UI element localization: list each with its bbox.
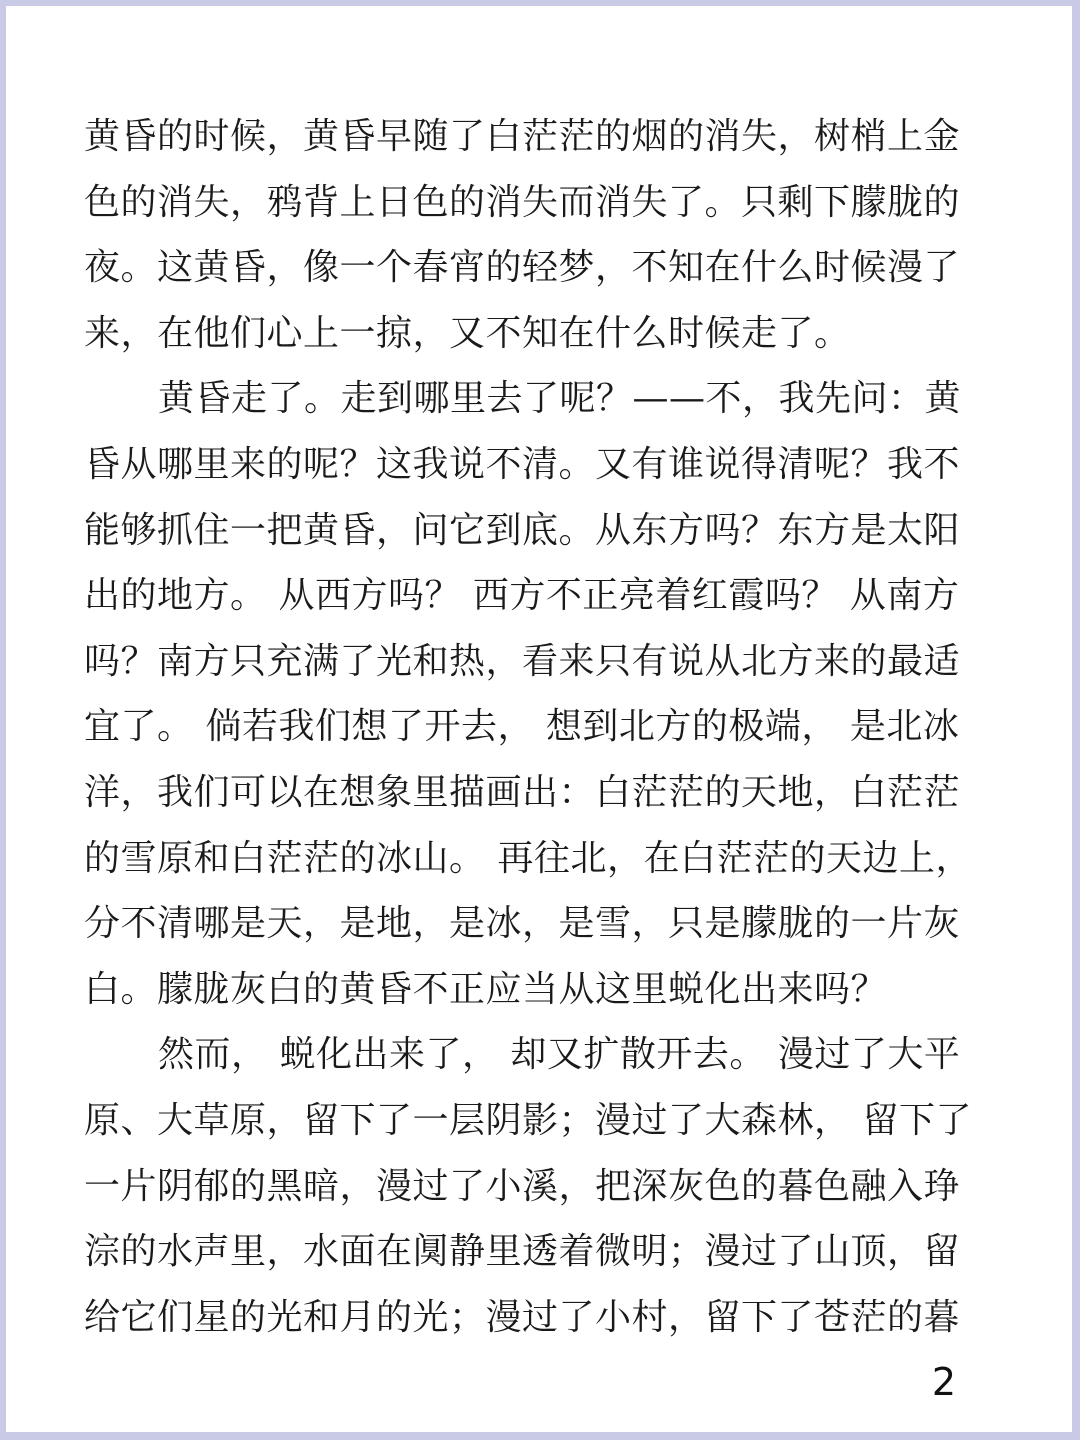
text-line: 原、大草原，留下了一层阴影；漫过了大森林， 留下了 bbox=[84, 1099, 972, 1141]
text-line: 白。朦胧灰白的黄昏不正应当从这里蜕化出来吗？ bbox=[84, 968, 888, 1010]
text-line: 给它们星的光和月的光；漫过了小村，留下了苍茫的暮 bbox=[84, 1296, 961, 1338]
text-line: 分不清哪是天，是地，是冰，是雪，只是朦胧的一片灰 bbox=[84, 903, 961, 945]
paragraph-first-line: 黄昏走了。走到哪里去了呢？——不，我先问：黄 bbox=[158, 378, 962, 420]
text-line: 的雪原和白茫茫的冰山。 再往北，在白茫茫的天边上， bbox=[84, 837, 972, 879]
page-number: 2 bbox=[931, 1360, 956, 1404]
text-line: 吗？南方只充满了光和热，看来只有说从北方来的最适 bbox=[84, 640, 961, 682]
text-line: 来，在他们心上一掠，又不知在什么时候走了。 bbox=[84, 312, 851, 354]
body-text bbox=[84, 104, 996, 1350]
text-line: 一片阴郁的黑暗，漫过了小溪，把深灰色的暮色融入琤 bbox=[84, 1165, 961, 1207]
text-line: 洋，我们可以在想象里描画出：白茫茫的天地，白茫茫 bbox=[84, 771, 961, 813]
text-line: 出的地方。 从西方吗？ 西方不正亮着红霞吗？ 从南方 bbox=[84, 575, 960, 617]
text-line: 色的消失，鸦背上日色的消失而消失了。只剩下朦胧的 bbox=[84, 181, 961, 223]
text-line: 宜了。 倘若我们想了开去， 想到北方的极端， 是北冰 bbox=[84, 706, 960, 748]
text-line: 昏从哪里来的呢？这我说不清。又有谁说得清呢？我不 bbox=[84, 443, 961, 485]
text-line: 淙的水声里，水面在阒静里透着微明；漫过了山顶，留 bbox=[84, 1231, 961, 1273]
text-line: 黄昏的时候，黄昏早随了白茫茫的烟的消失，树梢上金 bbox=[84, 116, 961, 157]
text-line: 能够抓住一把黄昏，问它到底。从东方吗？东方是太阳 bbox=[84, 509, 961, 551]
paragraph-first-line: 然而， 蜕化出来了， 却又扩散开去。 漫过了大平 bbox=[158, 1034, 961, 1076]
text-line: 夜。这黄昏，像一个春宵的轻梦，不知在什么时候漫了 bbox=[84, 247, 961, 289]
